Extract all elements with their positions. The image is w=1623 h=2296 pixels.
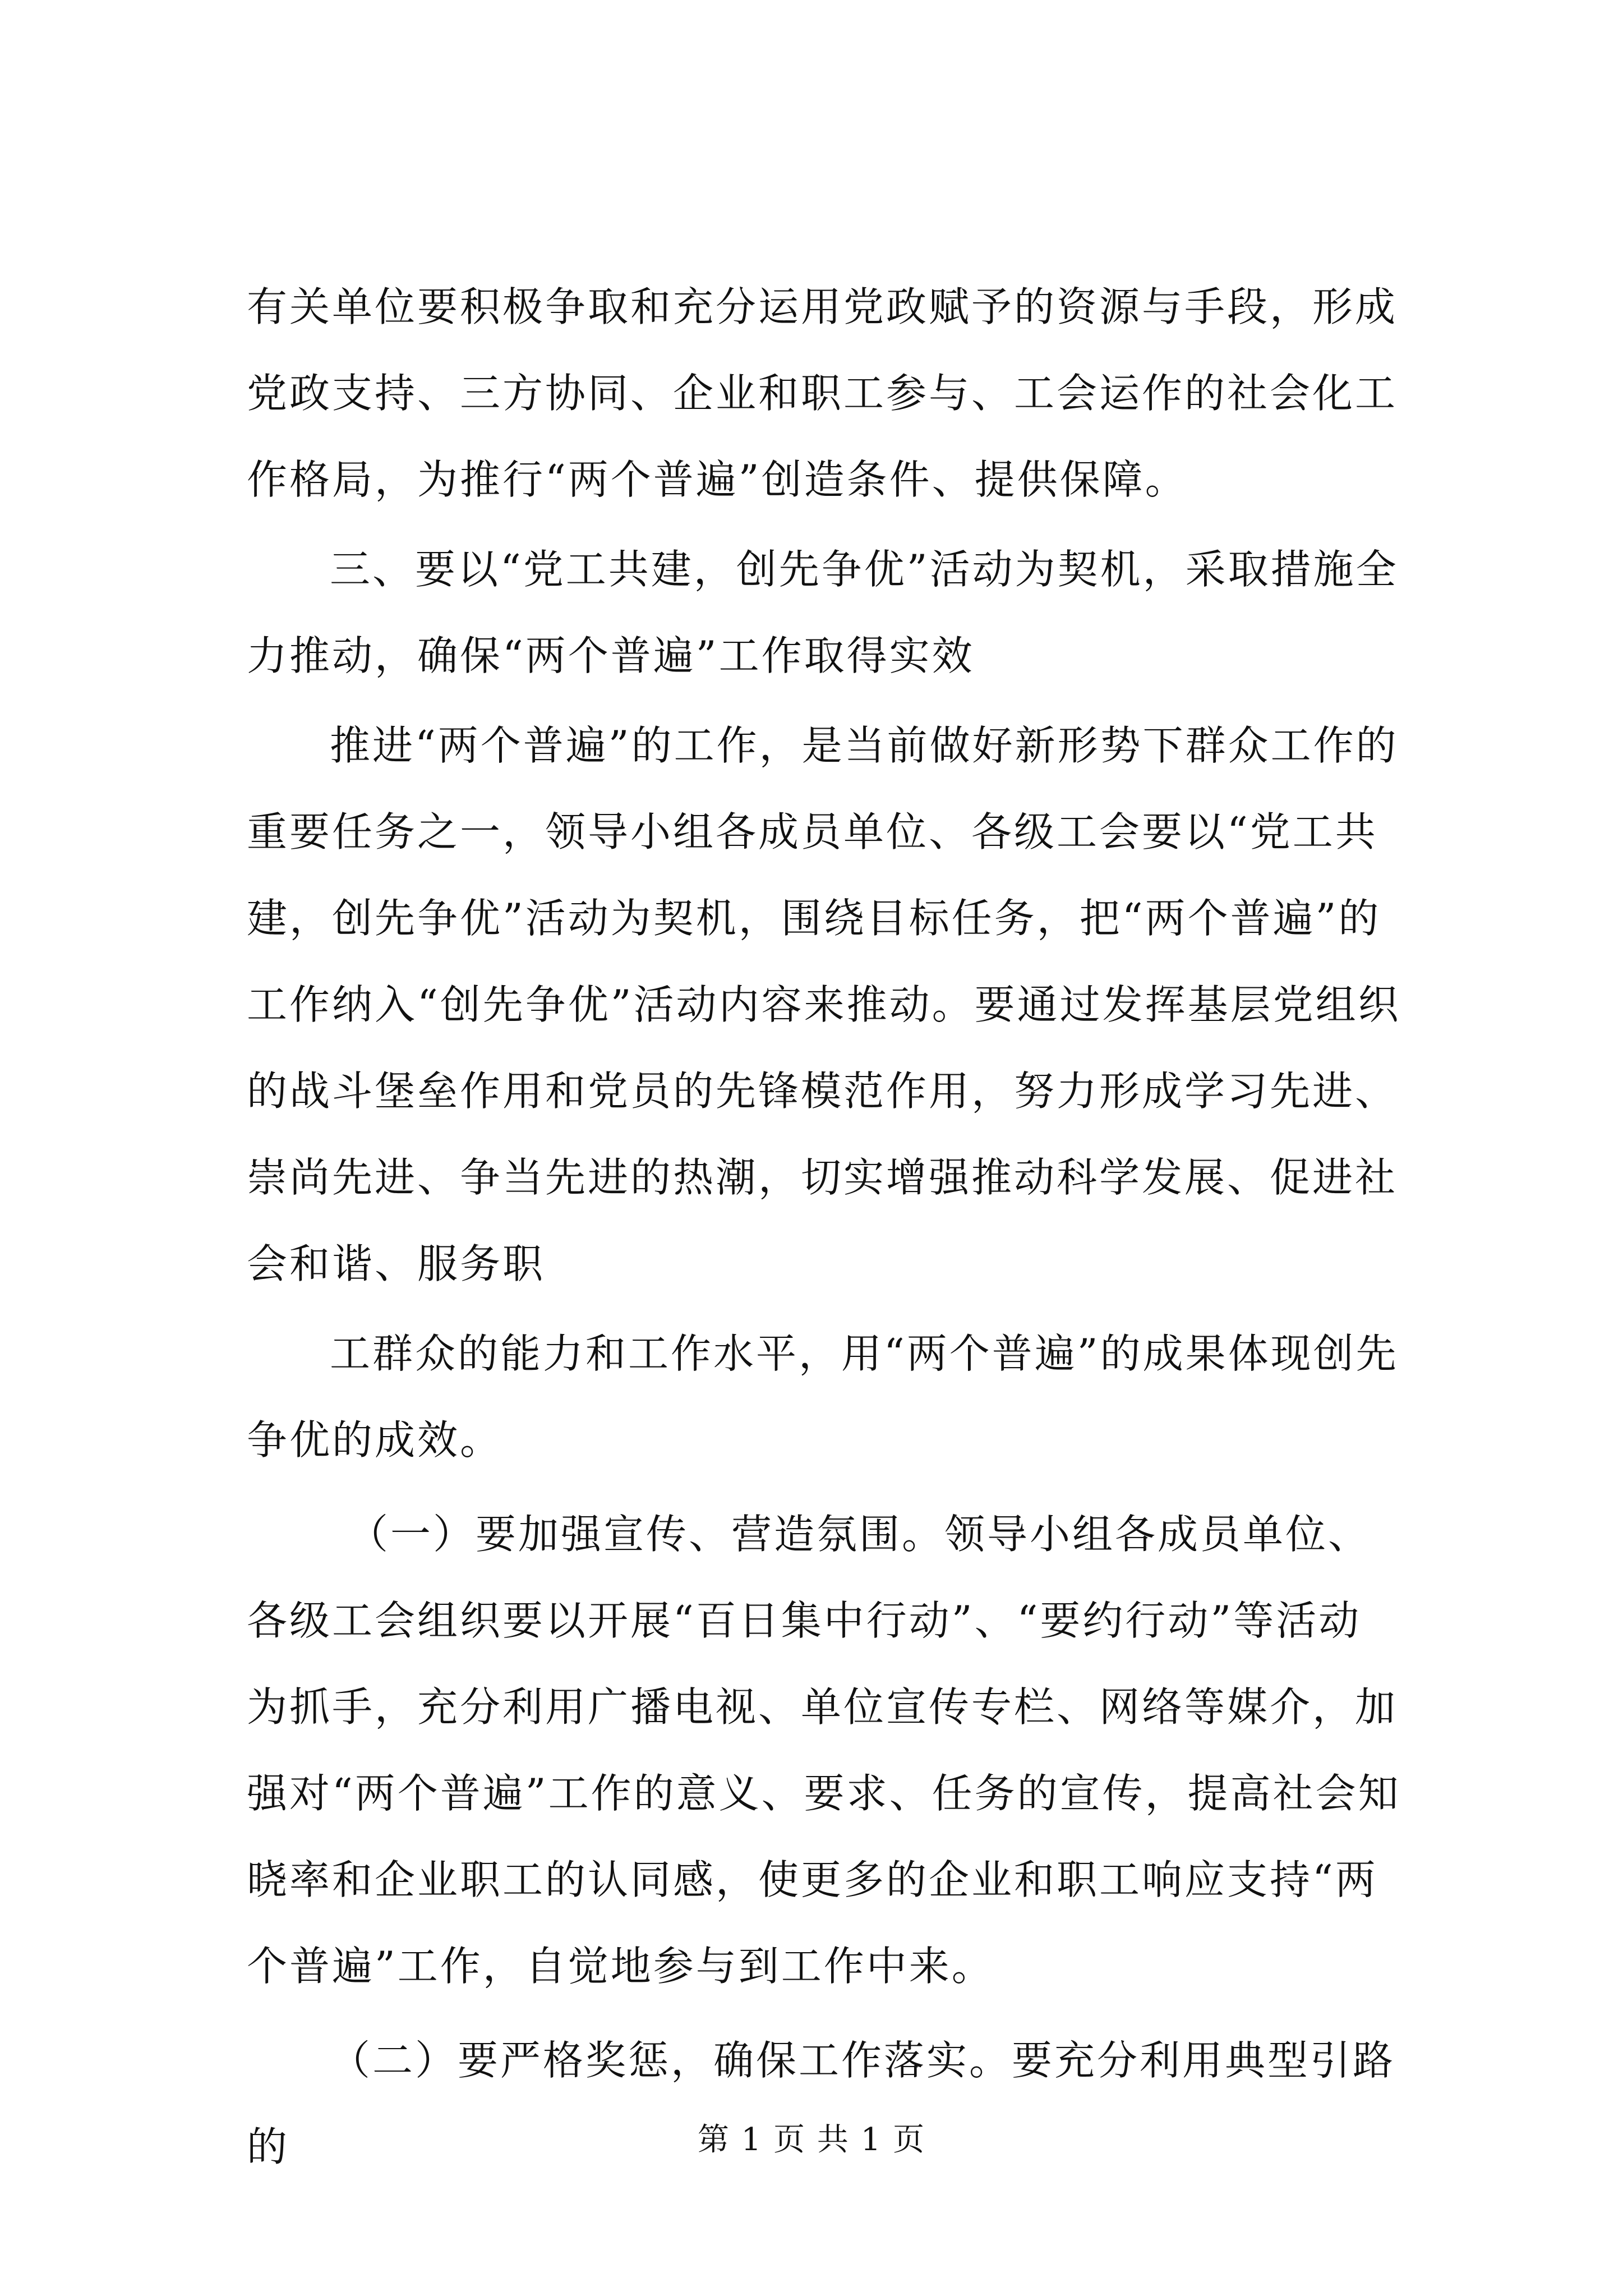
paragraph-continuation: 工群众的能力和工作水平，用“两个普遍”的成果体现创先争优的成效。 [247, 1330, 1399, 1464]
document-body [247, 264, 1402, 2190]
section-heading-three: 三、要以“党工共建，创先争优”活动为契机，采取措施全力推动，确保“两个普遍”工作取得实效 [247, 546, 1399, 679]
paragraph-publicity: （一）要加强宣传、营造氛围。领导小组各成员单位、各级工会组织要以开展“百日集中行动”、“要约行动”等活动为抓手，充分利用广播电视、单位宣传专栏、网络等媒介，加强对“两个普遍”工作的意义、要求、任务的宣传，提高社会知晓率和企业职工的认同感，使更多的企业和职工响应支持“两个普遍”工作，自觉地参与到工作中来。 [247, 1511, 1401, 1990]
paragraph-rewards: （二）要严格奖惩，确保工作落实。要充分利用典型引路的 [247, 2037, 1396, 2170]
paragraph-promote-work: 推进“两个普遍”的工作，是当前做好新形势下群众工作的重要任务之一，领导小组各成员单位、各级工会要以“党工共建，创先争优”活动为契机，围绕目标任务，把“两个普遍”的工作纳入“创先争优”活动内容来推动。要通过发挥基层党组织的战斗堡垒作用和党员的先锋模范作用，努力形成学习先进、崇尚先进、争当先进的热潮，切实增强推动科学发展、促进社会和谐、服务职 [247, 722, 1401, 1287]
page-footer: 第 1 页 共 1 页 [697, 2122, 926, 2158]
paragraph-party-support: 有关单位要积极争取和充分运用党政赋予的资源与手段，形成党政支持、三方协同、企业和职工参与、工会运作的社会化工作格局，为推行“两个普遍”创造条件、提供保障。 [247, 283, 1398, 503]
